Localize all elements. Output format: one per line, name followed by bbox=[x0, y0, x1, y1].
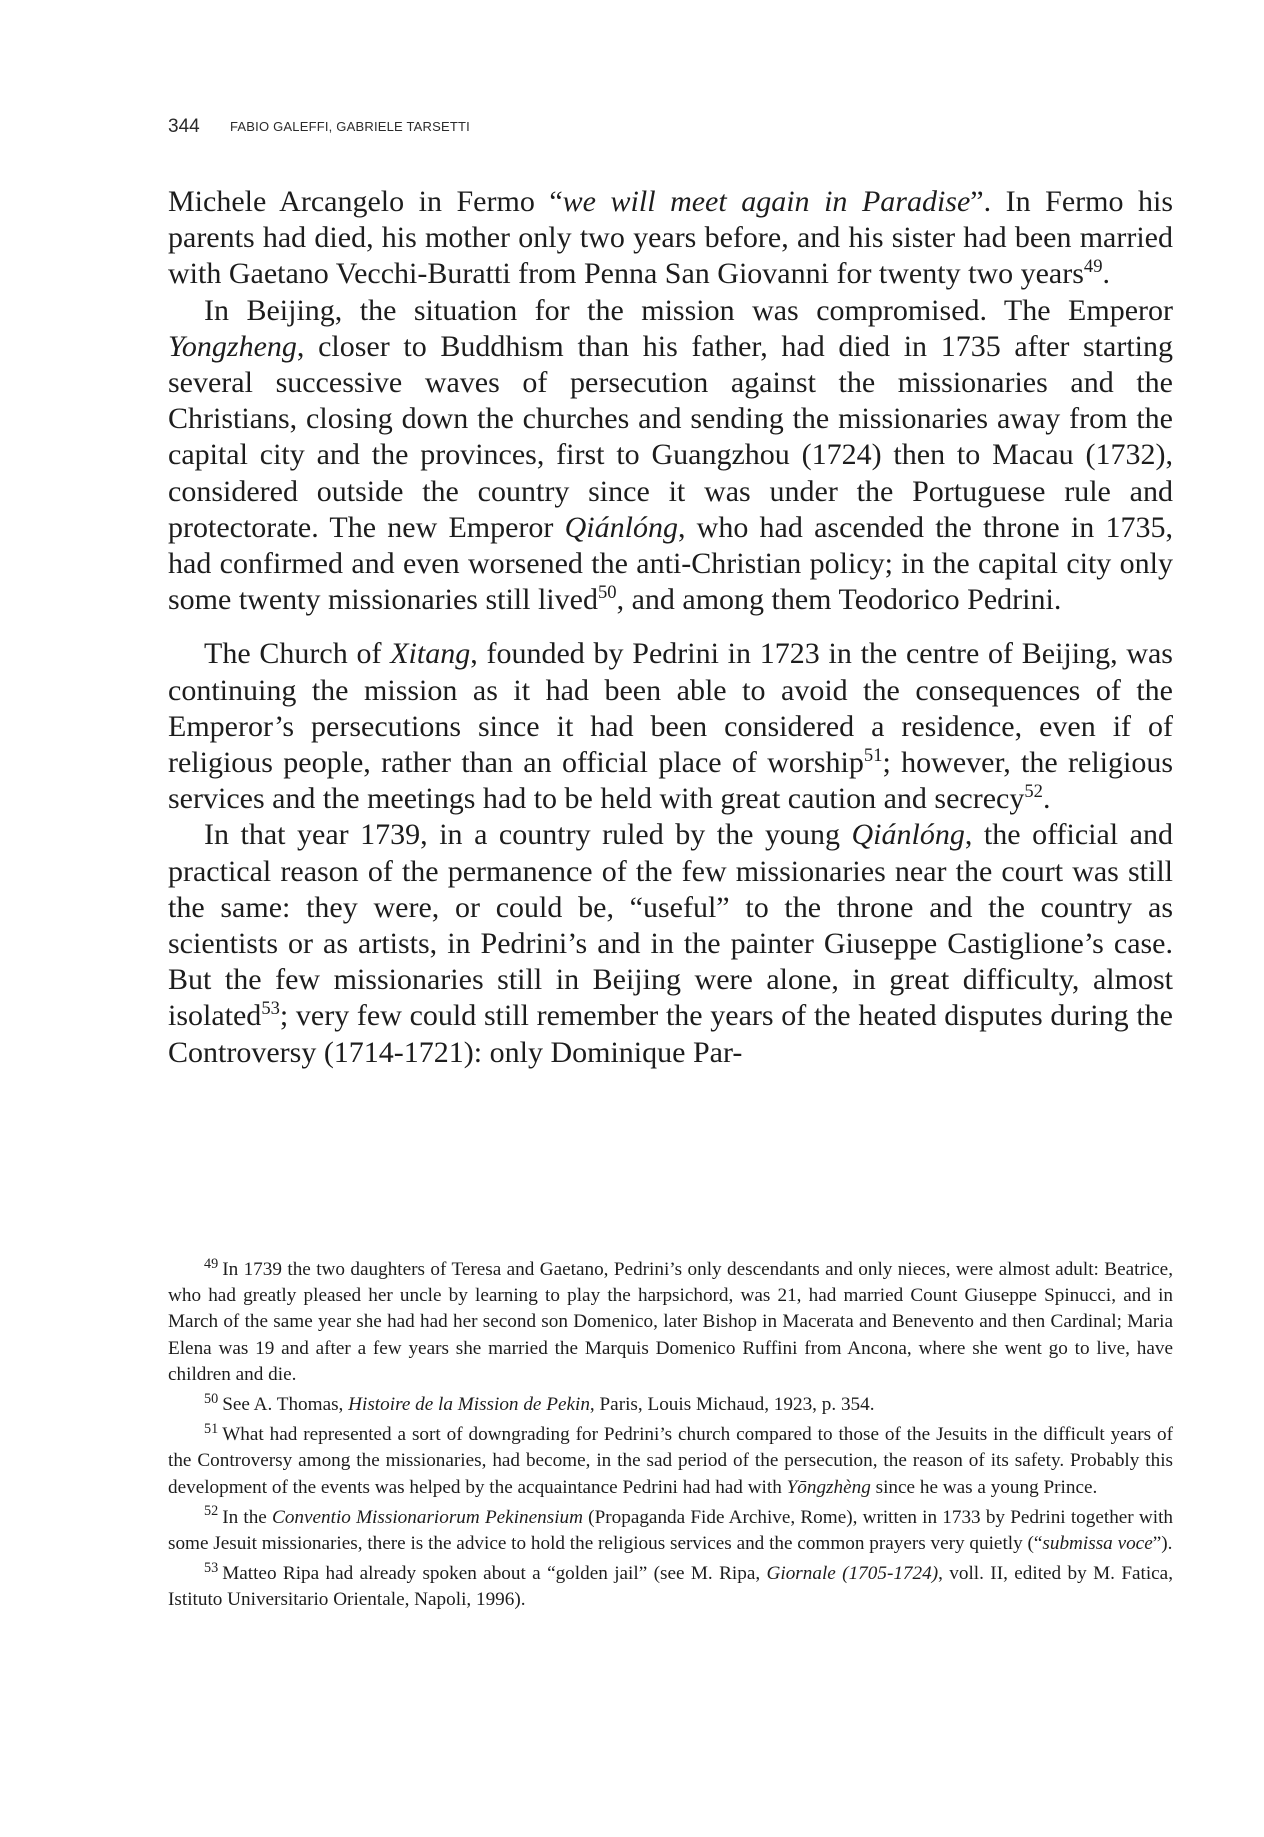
footnote-51 bbox=[168, 1422, 1173, 1501]
italic-name: Qiánlóng bbox=[851, 818, 965, 852]
footnote-ref-51[interactable]: 51 bbox=[863, 745, 883, 767]
footnote-number: 52 bbox=[204, 1503, 219, 1520]
paragraph-4 bbox=[168, 817, 1173, 1070]
main-text bbox=[168, 184, 1173, 1071]
italic-title: Conventio Missionariorum Pekinensium bbox=[272, 1506, 583, 1528]
text-run: ”. In Fermo his parents had died, his mother only two years before, and his sister had been married with Gaetano Vecchi-Buratti from Penna San Giovanni for twenty two years bbox=[168, 185, 1174, 291]
footnote-text: See A. Thomas, bbox=[222, 1394, 349, 1416]
italic-name: Xitang bbox=[390, 637, 471, 671]
footnote-50 bbox=[168, 1392, 1173, 1418]
text-run: , closer to Buddhism than his father, had died in 1735 after starting several successive waves of persecution against the missionaries and the Christians, closing down the churches and sending the missionaries away from the capital city and the provinces, first to Guangzhou (1724) then to Macau (1732), considered outside the country since it was under the Portuguese rule and protectorate. The new Emperor bbox=[168, 329, 1173, 544]
footnote-text: , Paris, Louis Michaud, 1923, p. 354. bbox=[589, 1394, 875, 1416]
footnote-number: 51 bbox=[204, 1420, 219, 1437]
footnote-number: 50 bbox=[204, 1390, 219, 1407]
footnote-49 bbox=[168, 1257, 1173, 1388]
italic-title: Histoire de la Mission de Pekin bbox=[348, 1394, 590, 1416]
italic-name: Qiánlóng bbox=[564, 510, 678, 544]
footnote-text: What had represented a sort of downgrading for Pedrini’s church compared to those of the Jesuits in the difficult years of the Controversy among the missionaries, had become, in the sad period of the persecution, the reason of its safety. Probably this development of the events was helped by the acquaintance Pedrini had had with bbox=[168, 1424, 1173, 1498]
italic-title: Giornale (1705-1724) bbox=[766, 1563, 939, 1585]
text-run: In that year 1739, in a country ruled by the young bbox=[204, 818, 852, 852]
text-run: Michele Arcangelo in Fermo “ bbox=[168, 185, 563, 218]
text-run: In Beijing, the situation for the mission was compromised. The Emperor bbox=[204, 293, 1173, 327]
footnote-53 bbox=[168, 1561, 1173, 1613]
text-run: ; very few could still remember the years of the heated disputes during the Controversy (1714-1721): only Dominique Par- bbox=[168, 999, 1173, 1069]
text-run: , the official and practical reason of the permanence of the few missionaries near the court was still the same: they were, or could be, “useful” to the throne and the country as scientists or as artists, in Pedrini’s and in the painter Giuseppe Castiglione’s case. But the few missionaries still in Beijing were alone, in great difficulty, almost isolated bbox=[168, 818, 1173, 1033]
footnotes-section bbox=[168, 1257, 1173, 1618]
footnote-text: (Propaganda Fide Archive, Rome), written in 1733 by Pedrini together with some Jesuit missionaries, there is the advice to hold the religious services and the common prayers very quietly (“ bbox=[168, 1506, 1174, 1555]
italic-name: Yōngzhèng bbox=[786, 1476, 871, 1498]
running-head-authors: FABIO GALEFFI, GABRIELE TARSETTI bbox=[230, 119, 470, 134]
paragraph-1 bbox=[168, 184, 1173, 293]
footnote-ref-50[interactable]: 50 bbox=[597, 582, 617, 604]
footnote-ref-49[interactable]: 49 bbox=[1083, 256, 1103, 278]
text-run: . bbox=[1102, 257, 1110, 291]
footnote-text: , voll. II, edited by M. Fatica, Istituto Universitario Orientale, Napoli, 1996). bbox=[168, 1563, 1173, 1611]
footnote-ref-53[interactable]: 53 bbox=[261, 998, 280, 1020]
footnote-number: 53 bbox=[204, 1559, 219, 1576]
running-header bbox=[168, 116, 1173, 140]
italic-quote: submissa voce bbox=[1042, 1533, 1153, 1555]
footnote-number: 49 bbox=[204, 1255, 219, 1272]
paragraph-3 bbox=[168, 636, 1173, 817]
footnote-52 bbox=[168, 1505, 1173, 1557]
italic-quote: we will meet again in Paradise bbox=[562, 185, 971, 218]
paragraph-2 bbox=[168, 293, 1173, 619]
footnote-text: In the bbox=[222, 1506, 273, 1528]
footnote-text: In 1739 the two daughters of Teresa and Gaetano, Pedrini’s only descendants and only nieces, were almost adult: Beatrice, who had greatly pleased her uncle by learning to play the harpsichord, was 21, had married Count Giuseppe Spinucci, and in March of the same year she had had her second son Domenico, later Bishop in Macerata and Benevento and then Cardinal; Maria Elena was 19 and after a few years she married the Marquis Domenico Ruffini from Ancona, where she went go to live, have children and die. bbox=[168, 1259, 1173, 1385]
text-run: , founded by Pedrini in 1723 in the centre of Beijing, was continuing the mission as it had been able to avoid the consequences of the Emperor’s persecutions since it had been considered a residence, even if of religious people, rather than an official place of worship bbox=[168, 637, 1173, 780]
footnote-ref-52[interactable]: 52 bbox=[1024, 781, 1043, 803]
page-number: 344 bbox=[168, 116, 200, 137]
text-run: ; however, the religious services and the meetings had to be held with great caution and secrecy bbox=[168, 746, 1174, 816]
book-page bbox=[168, 0, 1173, 1837]
footnote-text: ”). bbox=[1152, 1533, 1173, 1555]
text-run: , and among them Teodorico Pedrini. bbox=[616, 583, 1062, 617]
italic-name: Yongzheng bbox=[168, 329, 297, 363]
footnote-text: Matteo Ripa had already spoken about a “golden jail” (see M. Ripa, bbox=[222, 1563, 767, 1585]
text-run: . bbox=[1042, 782, 1051, 816]
text-run: The Church of bbox=[204, 637, 391, 671]
footnote-text: since he was a young Prince. bbox=[870, 1476, 1098, 1498]
text-run: , who had ascended the throne in 1735, had confirmed and even worsened the anti-Christian policy; in the capital city only some twenty missionaries still lived bbox=[168, 510, 1173, 617]
